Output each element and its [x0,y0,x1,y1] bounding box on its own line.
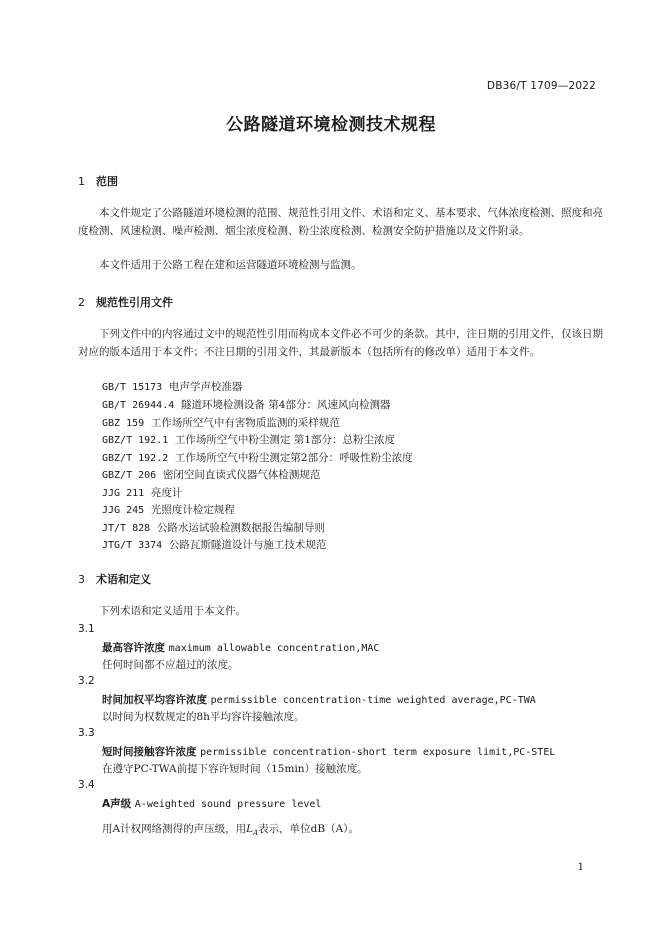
reference-item [102,537,326,552]
term-definition-text: 表示，单位dB（A）。 [258,823,359,835]
term-heading [102,692,536,707]
section-number: 1 [78,175,85,188]
reference-code: JTG/T 3374 [102,540,163,551]
reference-item [102,432,395,447]
reference-item [102,450,413,465]
term-definition: 任何时间都不应超过的浓度。 [102,659,239,671]
term-heading [102,796,321,811]
term-number: 3.4 [78,779,95,791]
term-definition: 在遵守PC-TWA前提下容许短时间（15min）接触浓度。 [102,763,368,775]
term-zh: A声级 [102,798,132,810]
section-heading-normative-references [78,294,173,310]
reference-name: 密闭空间直读式仪器气体检测规范 [162,469,321,481]
reference-name: 公路水运试验检测数据报告编制导则 [156,522,325,534]
section-title: 规范性引用文件 [96,296,173,309]
term-heading [102,744,555,759]
reference-name: 工作场所空气中粉尘测定 第1部分：总粉尘浓度 [174,434,395,446]
term-definition [102,821,359,837]
term-number: 3.2 [78,675,95,687]
term-zh: 时间加权平均容许浓度 [102,694,207,706]
reference-item [102,485,182,500]
paragraph: 本文件规定了公路隧道环境检测的范围、规范性引用文件、术语和定义、基本要求、气体浓度检测、照度和亮度检测、风速检测、噪声检测、烟尘浓度检测、粉尘浓度检测、检测安全防护措施以及文件附录。 [78,207,603,237]
reference-item [102,520,325,535]
document-code: DB36/T 1709—2022 [486,80,596,92]
reference-name: 光照度计检定规程 [150,504,235,516]
section-title: 术语和定义 [96,573,151,586]
reference-item [102,379,242,394]
reference-item [102,467,320,482]
paragraph: 下列术语和定义适用于本文件。 [99,605,246,617]
reference-code: JT/T 828 [102,523,151,534]
term-zh: 最高容许浓度 [102,642,165,654]
reference-code: GB/T 26944.4 [102,400,175,411]
page-number: 1 [577,862,584,873]
term-definition-text: 用A计权网络测得的声压级，用 [102,823,247,835]
term-zh: 短时间接触容许浓度 [102,746,197,758]
symbol-la: $L_A$ [246,823,259,838]
reference-code: GBZ 159 [102,418,145,429]
term-heading [102,640,379,655]
term-definition: 以时间为权数规定的8h平均容许接触浓度。 [102,711,305,723]
term-en: permissible concentration-time weighted average,PC-TWA [210,695,536,706]
reference-name: 工作场所空气中粉尘测定第2部分：呼吸性粉尘浓度 [174,452,413,464]
reference-code: GBZ/T 192.1 [102,435,169,446]
section-heading-terms-definitions [78,571,151,587]
term-number: 3.1 [78,623,95,635]
paragraph: 下列文件中的内容通过文中的规范性引用而构成本文件必不可少的条款。其中，注日期的引用文件，仅该日期对应的版本适用于本文件；不注日期的引用文件，其最新版本（包括所有的修改单）适用于本文件。 [78,328,603,358]
reference-code: GBZ/T 192.2 [102,453,169,464]
term-en: permissible concentration-short term exposure limit,PC-STEL [200,747,556,758]
reference-name: 公路瓦斯隧道设计与施工技术规范 [168,539,327,551]
reference-name: 隧道环境检测设备 第4部分：风速风向检测器 [180,399,391,411]
reference-item [102,502,235,517]
reference-code: GB/T 15173 [102,382,163,393]
section-title: 范围 [96,175,118,188]
page-title: 公路隧道环境检测技术规程 [226,115,436,135]
section-heading-scope [78,173,118,189]
reference-name: 电声学声校准器 [168,381,243,393]
section-number: 2 [78,296,85,309]
paragraph: 本文件适用于公路工程在建和运营隧道环境检测与监测。 [99,259,362,271]
section-number: 3 [78,573,85,586]
reference-item [102,415,340,430]
reference-code: JJG 211 [102,488,145,499]
reference-name: 工作场所空气中有害物质监测的采样规范 [150,417,340,429]
term-en: maximum allowable concentration,MAC [168,643,380,654]
reference-item [102,397,390,412]
reference-name: 亮度计 [150,487,183,499]
term-number: 3.3 [78,727,95,739]
term-en: A-weighted sound pressure level [134,799,322,810]
reference-code: JJG 245 [102,505,145,516]
reference-code: GBZ/T 206 [102,470,157,481]
